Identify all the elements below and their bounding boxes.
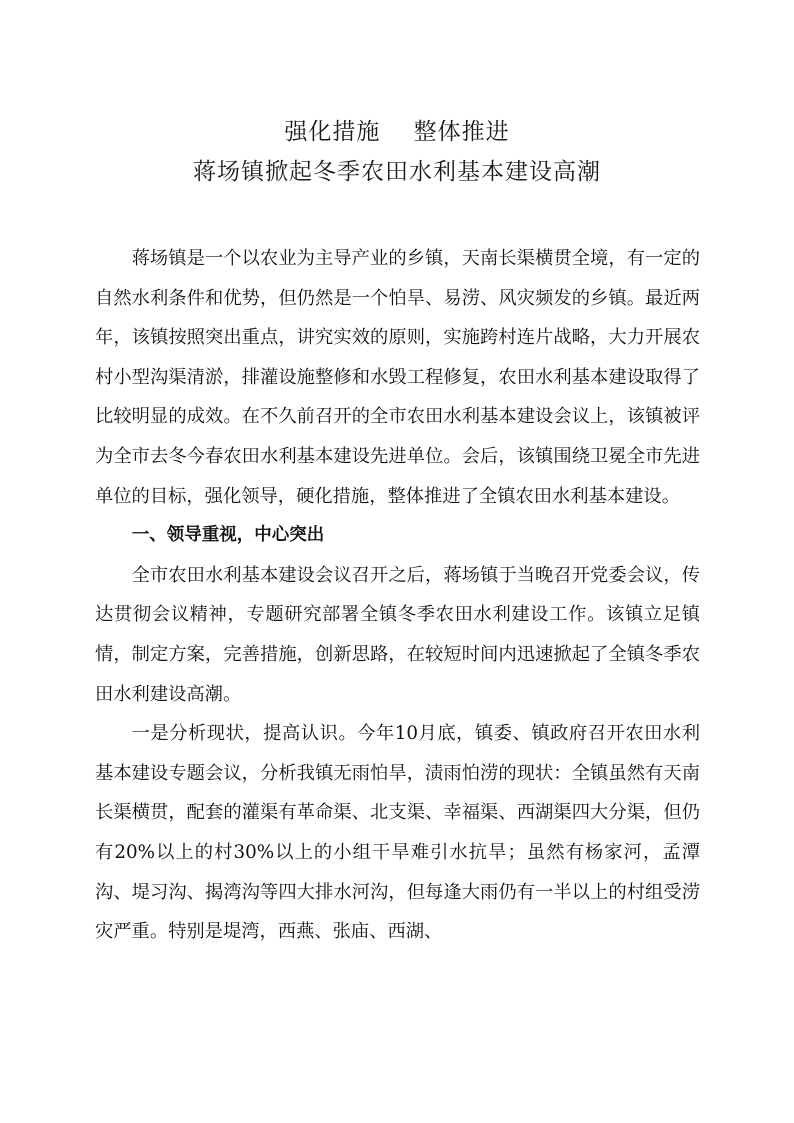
body-paragraph: 全市农田水利基本建设会议召开之后，蒋场镇于当晚召开党委会议，传达贯彻会议精神，专题研究部署全镇冬季农田水利建设工作。该镇立足镇情，制定方案，完善措施，创新思路，在较短时间内迅速掀起了全镇冬季农田水利建设高潮。 bbox=[95, 564, 700, 705]
intro-paragraph: 蒋场镇是一个以农业为主导产业的乡镇，天南长渠横贯全境，有一定的自然水利条件和优势，但仍然是一个怕旱、易涝、风灾频发的乡镇。最近两年，该镇按照突出重点，讲究实效的原则，实施跨村连片战略，大力开展农村小型沟渠清淤，排灌设施整修和水毁工程修复，农田水利基本建设取得了比较明显的成效。在不久前召开的全市农田水利基本建设会议上，该镇被评为全市去冬今春农田水利基本建设先进单位。会后，该镇围绕卫冕全市先进单位的目标，强化领导，硬化措施，整体推进了全镇农田水利基本建设。 bbox=[95, 248, 700, 507]
document-title-line2: 蒋场镇掀起冬季农田水利基本建设高潮 bbox=[193, 159, 601, 185]
body-paragraph: 一是分析现状，提高认识。今年10月底，镇委、镇政府召开农田水利基本建设专题会议，分析我镇无雨怕旱，渍雨怕涝的现状：全镇虽然有天南长渠横贯，配套的灌渠有革命渠、北支渠、幸福渠、西湖渠四大分渠，但仍有20%以上的村30%以上的小组干旱难引水抗旱；虽然有杨家河，孟潭沟、堤习沟、揭湾沟等四大排水河沟，但每逢大雨仍有一半以上的村组受涝灾严重。特别是堤湾，西燕、张庙、西湖、 bbox=[95, 723, 700, 943]
title-block bbox=[0, 112, 794, 192]
document-body bbox=[95, 239, 700, 952]
section-heading: 一、领导重视，中心突出 bbox=[131, 525, 325, 546]
document-title-line1: 强化措施 整体推进 bbox=[284, 119, 510, 145]
